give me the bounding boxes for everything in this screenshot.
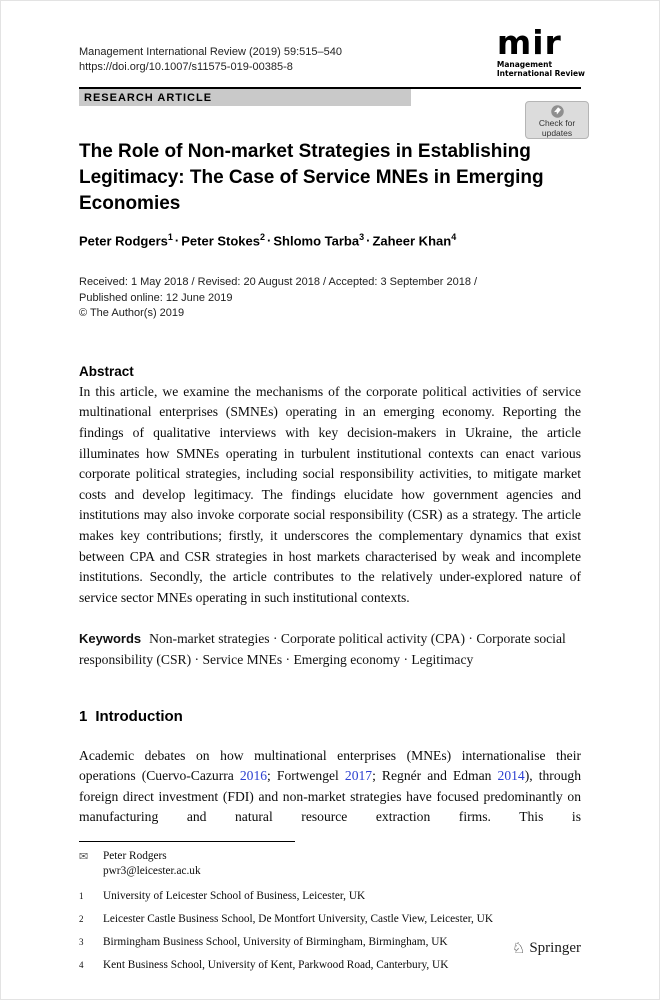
check-for-updates-label: Check for updates bbox=[538, 118, 576, 138]
section-title: Introduction bbox=[95, 707, 183, 725]
abstract-text: In this article, we examine the mechanisms of the corporate political activities of service multinational enterprises (SMNEs) operating in an emerging economy. Reporting the findings of qualitative interviews with key decision-makers in Ukraine, the article illuminates how SMNEs operating in turbulent institutional contexts can enact various corporate political strategies, including social responsibility activities, to mitigate market costs and develop legitimacy. The findings elucidate how government agencies and institutions may also invoke corporate social responsibility (CSR) as a strategy. The article makes key contributions; firstly, it underscores the complementary dynamics that exist between CPA and CSR strategies in host markets characterised by weak and incomplete institutions. Secondly, the article contributes to the relatively under-explored nature of service sector MNEs operating in such institutional contexts. bbox=[79, 383, 581, 605]
affiliation-text: University of Leicester School of Business, Leicester, UK bbox=[103, 889, 366, 902]
journal-logo-subtitle: Management International Review bbox=[496, 60, 585, 78]
citation-year-link[interactable]: 2017 bbox=[344, 768, 373, 784]
journal-logo-acronym: mir bbox=[496, 23, 562, 62]
affiliation-number: 3 bbox=[79, 936, 84, 947]
author-separator: · bbox=[366, 233, 371, 249]
author-name: Peter Rodgers bbox=[79, 233, 168, 249]
affiliation-row bbox=[79, 958, 581, 973]
article-history bbox=[79, 275, 581, 322]
history-received-line: Received: 1 May 2018 / Revised: 20 August 2018 / Accepted: 3 September 2018 / bbox=[79, 276, 478, 289]
affiliation-text: Leicester Castle Business School, De Montfort University, Castle View, Leicester, UK bbox=[103, 912, 493, 925]
citation-year-link[interactable]: 2014 bbox=[497, 768, 525, 784]
author-separator: · bbox=[267, 233, 272, 249]
springer-knight-icon: ♘ bbox=[511, 939, 526, 957]
author-affiliation-ref: 2 bbox=[260, 232, 266, 242]
abstract-heading: Abstract bbox=[79, 363, 134, 379]
citation-year-link[interactable]: 2016 bbox=[239, 768, 268, 784]
author-separator: · bbox=[174, 233, 180, 249]
keywords-list: Non-market strategies · Corporate political activity (CPA) · Corporate social responsibility (CSR) · Service MNEs · Emerging economy · Legitimacy bbox=[79, 631, 566, 667]
correspondence-block bbox=[79, 849, 581, 879]
author-name: Shlomo Tarba bbox=[273, 233, 360, 249]
author-affiliation-ref: 1 bbox=[167, 232, 173, 242]
affiliation-text: Birmingham Business School, University of Birmingham, Birmingham, UK bbox=[103, 935, 448, 948]
affiliation-number: 4 bbox=[79, 959, 84, 970]
journal-logo bbox=[496, 23, 585, 78]
publisher-name: Springer bbox=[529, 939, 581, 956]
intro-paragraph bbox=[79, 746, 581, 828]
author-affiliation-ref: 3 bbox=[359, 232, 365, 242]
section-number: 1 bbox=[79, 707, 88, 725]
article-title: The Role of Non-market Strategies in Establishing Legitimacy: The Case of Service MNEs in Emerging Economies bbox=[79, 141, 544, 214]
keywords-line bbox=[79, 629, 581, 670]
author-line bbox=[79, 232, 581, 248]
copyright-line: © The Author(s) 2019 bbox=[79, 307, 185, 320]
article-type-bar bbox=[79, 89, 411, 106]
correspondence-details bbox=[103, 849, 201, 879]
correspondence-email[interactable]: pwr3@leicester.ac.uk bbox=[103, 864, 201, 877]
affiliation-text: Kent Business School, University of Kent, Parkwood Road, Canterbury, UK bbox=[103, 958, 449, 971]
author-name: Zaheer Khan bbox=[372, 233, 452, 249]
affiliation-number: 2 bbox=[79, 913, 84, 924]
crossmark-icon bbox=[550, 104, 565, 119]
author-affiliation-ref: 4 bbox=[451, 232, 457, 242]
author-name: Peter Stokes bbox=[181, 233, 260, 249]
footnote-divider bbox=[79, 841, 295, 842]
doi-text: https://doi.org/10.1007/s11575-019-00385-8 bbox=[79, 61, 293, 73]
section-heading-introduction bbox=[79, 708, 581, 725]
affiliation-row bbox=[79, 935, 581, 950]
intro-text-segment: Academic debates on how multinational enterprises (MNEs) internationalise their operations (Cuervo-Cazurra bbox=[79, 747, 581, 784]
affiliation-row bbox=[79, 889, 581, 904]
affiliation-row bbox=[79, 912, 581, 927]
article-type-label: RESEARCH ARTICLE bbox=[84, 91, 213, 104]
affiliation-number: 1 bbox=[79, 890, 84, 901]
journal-citation: Management International Review (2019) 59:515–540 bbox=[79, 46, 342, 58]
intro-text-segment: ; Fortwengel bbox=[267, 768, 345, 784]
keywords-label: Keywords bbox=[79, 631, 142, 647]
affiliations-list bbox=[79, 889, 581, 973]
publisher-logo bbox=[512, 939, 581, 957]
intro-text-segment: ; Regnér and Edman bbox=[372, 768, 498, 784]
envelope-icon: ✉ bbox=[79, 849, 89, 863]
check-for-updates-button[interactable] bbox=[525, 101, 589, 139]
history-published-line: Published online: 12 June 2019 bbox=[79, 291, 233, 304]
intro-text-segment: ), through foreign direct investment (FDI) and non-market strategies have focused predominantly on manufacturing and natural resource extraction firms. This is bbox=[79, 768, 582, 825]
correspondence-name: Peter Rodgers bbox=[103, 849, 167, 862]
